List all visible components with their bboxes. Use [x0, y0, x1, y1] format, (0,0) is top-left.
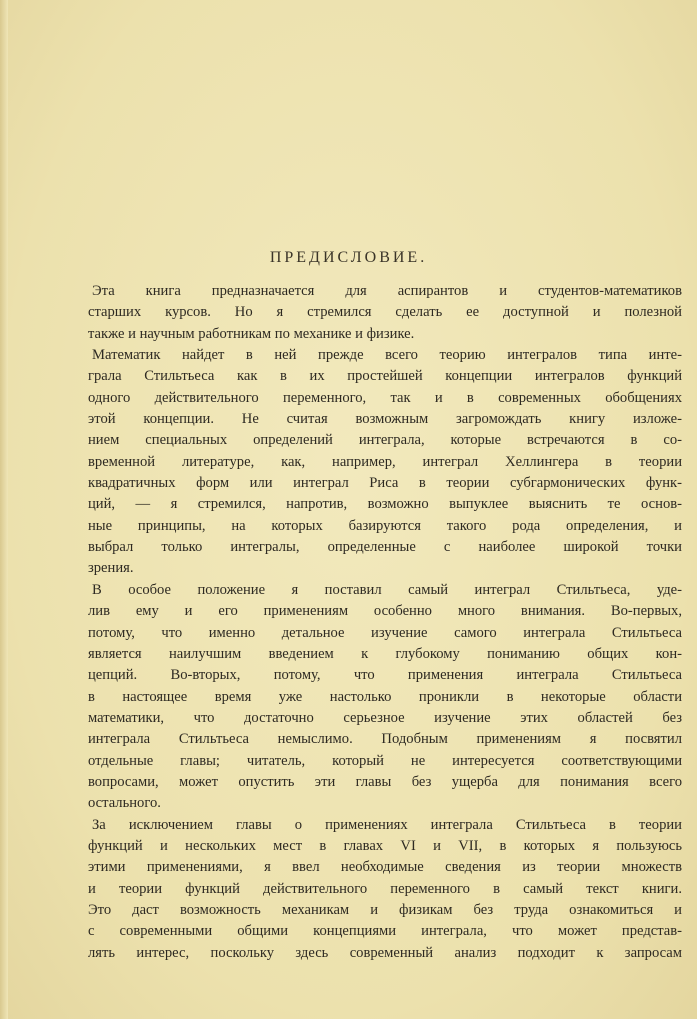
- text-line: одного действительного переменного, так и в современных обобщениях: [88, 389, 682, 406]
- text-line: Математик найдет в ней прежде всего теорию интегралов типа инте-: [92, 347, 682, 364]
- text-line: вопросами, может опустить эти главы без ущерба для понимания всего: [88, 773, 682, 790]
- text-line: в настоящее время уже настолько проникли в некоторые области: [88, 688, 682, 705]
- page-edge-shadow: [0, 0, 8, 1019]
- text-line: отдельные главы; читатель, который не интересуется соответствующими: [88, 752, 682, 769]
- text-line: интеграла Стильтьеса немыслимо. Подобным применениям я посвятил: [88, 731, 682, 748]
- text-line: этими применениями, я ввел необходимые сведения из теории множеств: [88, 859, 682, 876]
- text-line: лять интерес, поскольку здесь современный анализ подходит к запросам: [88, 944, 682, 961]
- text-line: также и научным работникам по механике и физике.: [88, 325, 415, 342]
- text-line: ций, — я стремился, напротив, возможно выпуклее выяснить те основ-: [88, 496, 682, 513]
- text-line: выбрал только интегралы, определенные с наиболее широкой точки: [88, 539, 682, 556]
- text-line: цепций. Во-вторых, потому, что применения интеграла Стильтьеса: [88, 667, 682, 684]
- text-line: грала Стильтьеса как в их простейшей концепции интегралов функций: [88, 368, 682, 385]
- text-line: остального.: [88, 795, 161, 812]
- text-line: математики, что достаточно серьезное изучение этих областей без: [88, 709, 682, 726]
- page-title: ПРЕДИСЛОВИЕ.: [269, 249, 428, 266]
- text-line: этой концепции. Не считая возможным загромождать книгу изложе-: [88, 411, 682, 428]
- text-line: временной литературе, как, например, интеграл Хеллингера в теории: [88, 453, 682, 470]
- text-line: лив ему и его применениям особенно много внимания. Во-первых,: [88, 603, 682, 620]
- text-line: Эта книга предназначается для аспирантов и студентов-математиков: [92, 283, 682, 299]
- text-line: В особое положение я поставил самый интеграл Стильтьеса, уде-: [92, 581, 682, 598]
- text-line: старших курсов. Но я стремился сделать ее доступной и полезной: [88, 304, 682, 321]
- preface-text: [88, 281, 682, 964]
- text-line: квадратичных форм или интеграл Риса в теории субгармонических функ-: [88, 475, 682, 492]
- text-line: зрения.: [88, 560, 134, 577]
- text-line: и теории функций действительного переменного в самый текст книги.: [88, 880, 682, 897]
- text-line: Это даст возможность механикам и физикам без труда ознакомиться и: [88, 901, 682, 918]
- text-line: За исключением главы о применениях интеграла Стильтьеса в теории: [92, 816, 682, 833]
- text-line: ные принципы, на которых базируются такого рода определения, и: [88, 517, 682, 534]
- text-line: потому, что именно детальное изучение самого интеграла Стильтьеса: [88, 624, 682, 641]
- text-line: нием специальных определений интеграла, которые встречаются в со-: [88, 432, 682, 449]
- text-line: функций и нескольких мест в главах VI и VII, в которых я пользуюсь: [88, 837, 682, 854]
- text-line: с современными общими концепциями интеграла, что может представ-: [88, 923, 682, 940]
- text-line: является наилучшим введением к глубокому пониманию общих кон-: [88, 645, 682, 662]
